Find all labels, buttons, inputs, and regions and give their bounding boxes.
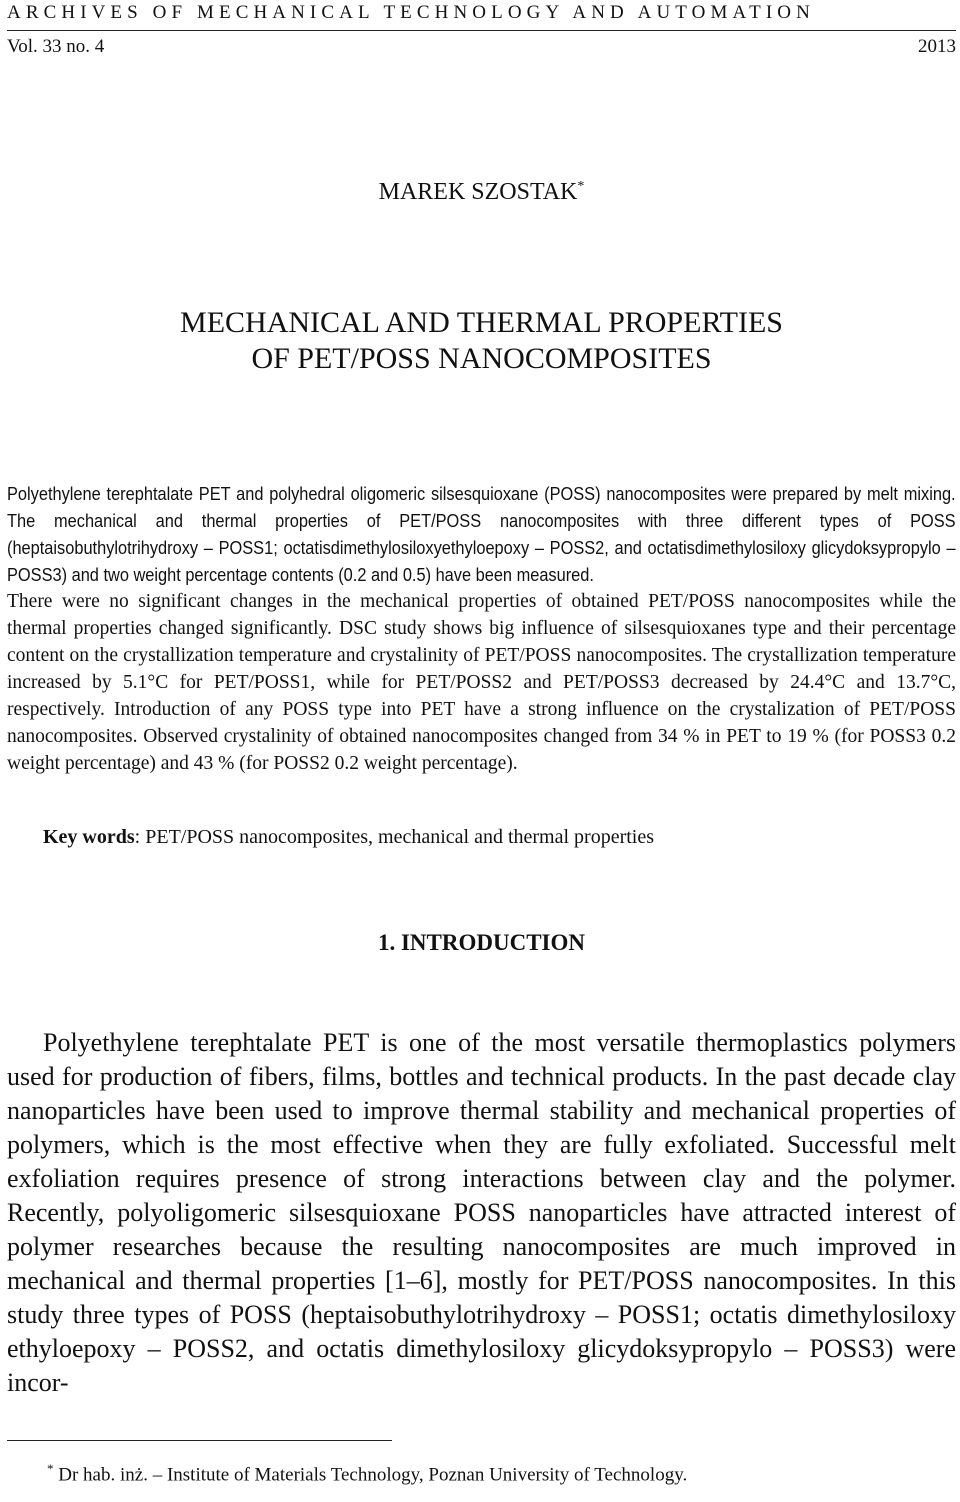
footnote-text: Dr hab. inż. – Institute of Materials Technology, Poznan University of Technology.: [53, 1464, 688, 1486]
volume-row: [7, 35, 956, 59]
footnote: [7, 1457, 956, 1487]
header-rule: [7, 30, 956, 31]
author-name: MAREK SZOSTAK: [378, 179, 578, 205]
paper-title: [7, 305, 956, 377]
title-line-1: MECHANICAL AND THERMAL PROPERTIES: [180, 306, 783, 339]
abstract-part-1: Polyethylene terephtalate PET and polyhedral oligomeric silsesquioxane (POSS) nanocomposites were prepared by melt mixing. The mechanical and thermal properties of PET/POSS nanocomposites with three different types of POSS (heptaisobuthylotrihydroxy – POSS1; octatisdimethylosiloxyethyloepoxy – POSS2, and octatisdimethylosiloxy glicydoksypropylo – POSS3) and two weight percentage contents (0.2 and 0.5) have been measured.: [7, 484, 956, 585]
introduction-paragraph: Polyethylene terephtalate PET is one of the most versatile thermoplastics polymers used for production of fibers, films, bottles and technical products. In the past decade clay nanoparticles have been used to improve thermal stability and mechanical properties of polymers, which is the most effective when they are fully exfoliated. Successful melt exfoliation requires presence of strong interactions between clay and the polymer. Recently, polyoligomeric silsesquioxane POSS nanoparticles have attracted interest of polymer researches because the resulting nanocomposites are much improved in mechanical and thermal properties [1–6], mostly for PET/POSS nanocomposites. In this study three types of POSS (heptaisobuthylotrihydroxy – POSS1; octatis dimethylosiloxy ethyloepoxy – POSS2, and octatis dimethylosiloxy glicydoksypropylo – POSS3) were incor-: [7, 1028, 956, 1397]
abstract-part-2: There were no significant changes in the mechanical properties of obtained PET/POSS nanocomposites while the thermal properties changed significantly. DSC study shows big influence of silsesquioxanes type and their percentage content on the crystallization temperature and crystalinity of PET/POSS nanocomposites. The crystallization temperature increased by 5.1°C for PET/POSS1, while for PET/POSS2 and PET/POSS3 decreased by 24.4°C and 13.7°C, respectively. Introduction of any POSS type into PET have a strong influence on the crystalization of PET/POSS nanocomposites. Observed crystalinity of obtained nanocomposites changed from 34 % in PET to 19 % (for POSS3 0.2 weight percentage) and 43 % (for POSS2 0.2 weight percentage).: [7, 591, 956, 774]
journal-name: ARCHIVES OF MECHANICAL TECHNOLOGY AND AUTOMATION: [7, 2, 815, 23]
footnote-mark: *: [47, 1461, 54, 1476]
section-heading: 1. INTRODUCTION: [377, 930, 586, 955]
author-footnote-mark: *: [577, 179, 585, 194]
volume-label: Vol. 33 no. 4: [7, 36, 105, 57]
footnote-rule: [7, 1440, 392, 1441]
year-label: 2013: [918, 36, 956, 57]
keywords: [7, 824, 956, 850]
paper-page: [7, 0, 956, 1487]
author-line: [7, 172, 956, 207]
title-line-2: OF PET/POSS NANOCOMPOSITES: [251, 342, 712, 375]
keywords-text: : PET/POSS nanocomposites, mechanical and thermal properties: [134, 826, 655, 848]
keywords-label: Key words: [43, 826, 135, 848]
